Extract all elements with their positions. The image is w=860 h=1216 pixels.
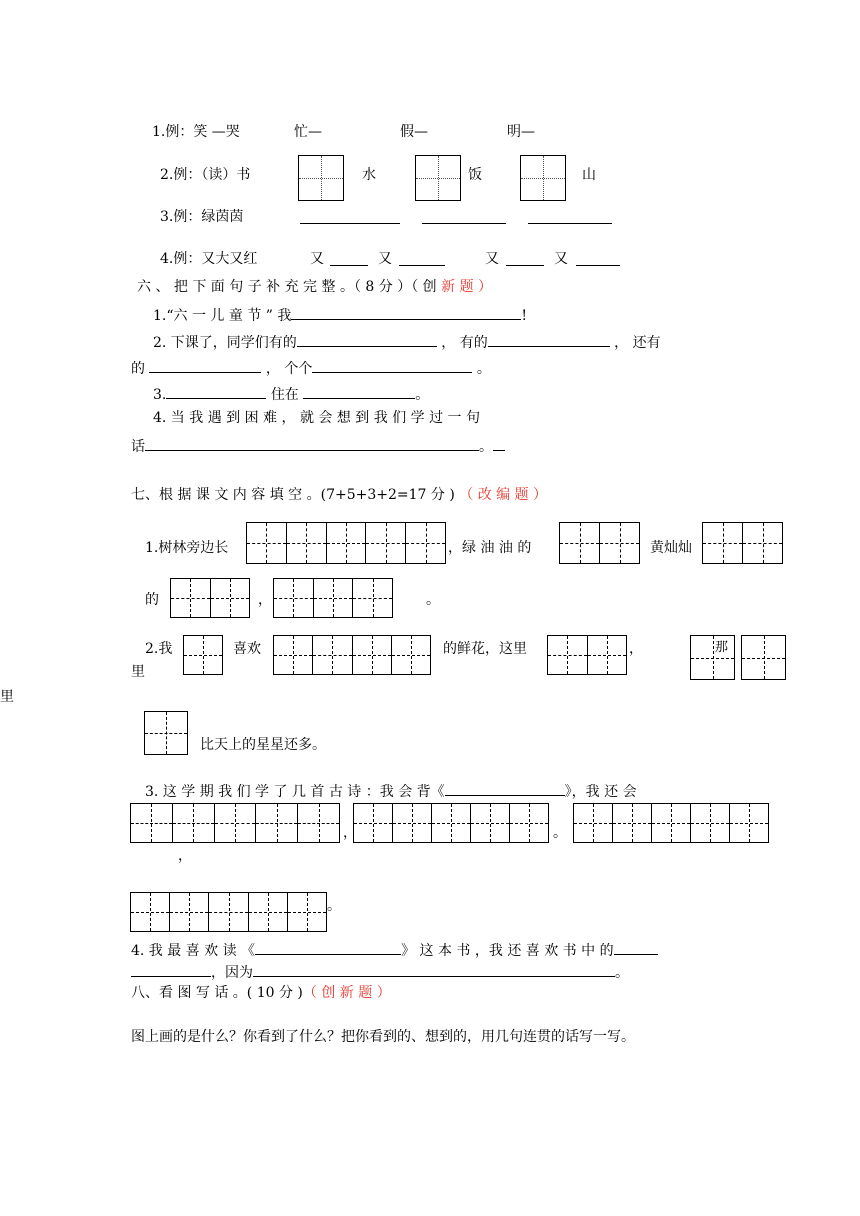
answer-blank[interactable]: [253, 962, 615, 977]
character-grid[interactable]: [183, 635, 223, 675]
q7-3-text: 3. 这 学 期 我 们 学 了 几 首 古 诗 ：我 会 背《 》，我 还 会: [145, 781, 637, 800]
q7-3-text: ，: [178, 848, 192, 864]
character-grid[interactable]: [130, 803, 340, 843]
answer-blank[interactable]: [145, 436, 479, 451]
character-grid[interactable]: [702, 522, 783, 564]
character-grid[interactable]: [144, 711, 188, 755]
answer-blank[interactable]: [291, 305, 521, 320]
character-grid[interactable]: [246, 522, 446, 564]
q6-1: 1.“六 一 儿 童 节 ” 我 !: [153, 305, 527, 324]
answer-blank[interactable]: [506, 251, 544, 266]
answer-blank[interactable]: [614, 940, 658, 955]
q7-3-text: ，: [343, 825, 357, 841]
q7-1-text: 。: [426, 592, 440, 608]
section-8-prompt: 图上画的是什么？你看到了什么？把你看到的、想到的，用几句连贯的话写一写。: [131, 1029, 635, 1045]
q5-1-b: 假—: [400, 124, 428, 140]
tianzi-box[interactable]: [520, 155, 566, 201]
q7-3-text: 。: [553, 825, 567, 841]
character-grid[interactable]: [273, 578, 393, 618]
stray-char: 里: [0, 689, 14, 705]
q7-1-text: 黄灿灿: [650, 540, 692, 556]
q7-2-text: 比天上的星星还多。: [200, 737, 326, 753]
answer-blank[interactable]: [300, 209, 400, 224]
q5-4-you: 又: [378, 251, 392, 267]
answer-blank[interactable]: [330, 251, 368, 266]
q7-2-text: 那: [715, 640, 729, 655]
q6-2: 2. 下课了，同学们有的 ， 有的 ， 还有: [153, 332, 661, 351]
character-grid[interactable]: [559, 522, 640, 564]
q6-4-cont: 话 。: [131, 436, 505, 455]
character-grid[interactable]: [273, 635, 431, 675]
character-grid[interactable]: [353, 803, 549, 843]
q5-4-example: 4.例：又大又红: [160, 251, 258, 267]
q5-2-example: 2.例：（读）书: [160, 167, 251, 183]
q7-2-text: 喜欢: [233, 641, 261, 657]
q5-3-example: 3.例：绿茵茵: [160, 209, 244, 225]
answer-blank[interactable]: [445, 781, 565, 796]
section-8-title: 八、看 图 写 话 。( 10 分 )（ 创 新 题 ）: [131, 985, 391, 1001]
q6-4: 4. 当 我 遇 到 困 难 ， 就 会 想 到 我 们 学 过 一 句: [153, 410, 481, 426]
answer-blank[interactable]: [131, 962, 211, 977]
answer-blank[interactable]: [488, 332, 610, 347]
q5-2-c: 山: [582, 167, 596, 183]
character-grid[interactable]: [573, 803, 769, 843]
q7-4-text: 4. 我 最 喜 欢 读 《 》 这 本 书 ，我 还 喜 欢 书 中 的: [131, 940, 658, 959]
q5-1-c: 明—: [507, 124, 535, 140]
q5-1-a: 忙—: [294, 124, 322, 140]
answer-blank[interactable]: [166, 384, 266, 399]
answer-blank[interactable]: [399, 251, 445, 266]
section-7-title: 七、根 据 课 文 内 容 填 空 。(7+5+3+2=17 分 ) （ 改 编 题 ）: [131, 487, 548, 503]
q5-2-a: 水: [362, 167, 376, 183]
q5-4-you: 又: [485, 251, 499, 267]
character-grid[interactable]: [170, 578, 250, 618]
answer-blank[interactable]: [255, 940, 401, 955]
answer-blank[interactable]: [576, 251, 620, 266]
q6-3: 3. 住在 。: [153, 384, 429, 403]
q7-4-text: ，因为 。: [131, 962, 629, 981]
q7-3-text: 。: [327, 898, 341, 914]
q5-2-b: 饭: [468, 167, 482, 183]
character-grid[interactable]: [130, 892, 327, 932]
character-grid[interactable]: [547, 635, 627, 675]
section-6-title: 六 、 把 下 面 句 子 补 充 完 整 。（ 8 分 ）（ 创 新 题 ）: [137, 279, 493, 295]
q6-2-cont: 的 ， 个个 。: [131, 358, 491, 377]
q7-1-text: 的: [145, 592, 159, 608]
q5-4-you: 又: [310, 251, 324, 267]
answer-blank[interactable]: [303, 384, 415, 399]
character-grid[interactable]: [690, 635, 735, 680]
q7-2-text: 2.我: [145, 641, 173, 657]
q5-1-example: 1.例：笑 —哭: [152, 124, 240, 140]
answer-blank[interactable]: [297, 332, 437, 347]
q7-1-text: ，: [258, 592, 272, 608]
q7-2-text: ，: [629, 641, 643, 657]
character-grid[interactable]: [741, 635, 786, 680]
answer-blank[interactable]: [528, 209, 612, 224]
tianzi-box[interactable]: [415, 155, 461, 201]
answer-blank[interactable]: [312, 358, 472, 373]
tianzi-box[interactable]: [298, 155, 344, 201]
answer-blank[interactable]: [149, 358, 261, 373]
q7-2-text: 里: [131, 664, 145, 680]
answer-blank[interactable]: [422, 209, 506, 224]
q5-4-you: 又: [554, 251, 568, 267]
q7-1-text: ，绿 油 油 的: [448, 540, 532, 556]
q7-2-text: 的鲜花，这里: [443, 641, 527, 657]
q7-1-text: 1.树林旁边长: [145, 540, 229, 556]
